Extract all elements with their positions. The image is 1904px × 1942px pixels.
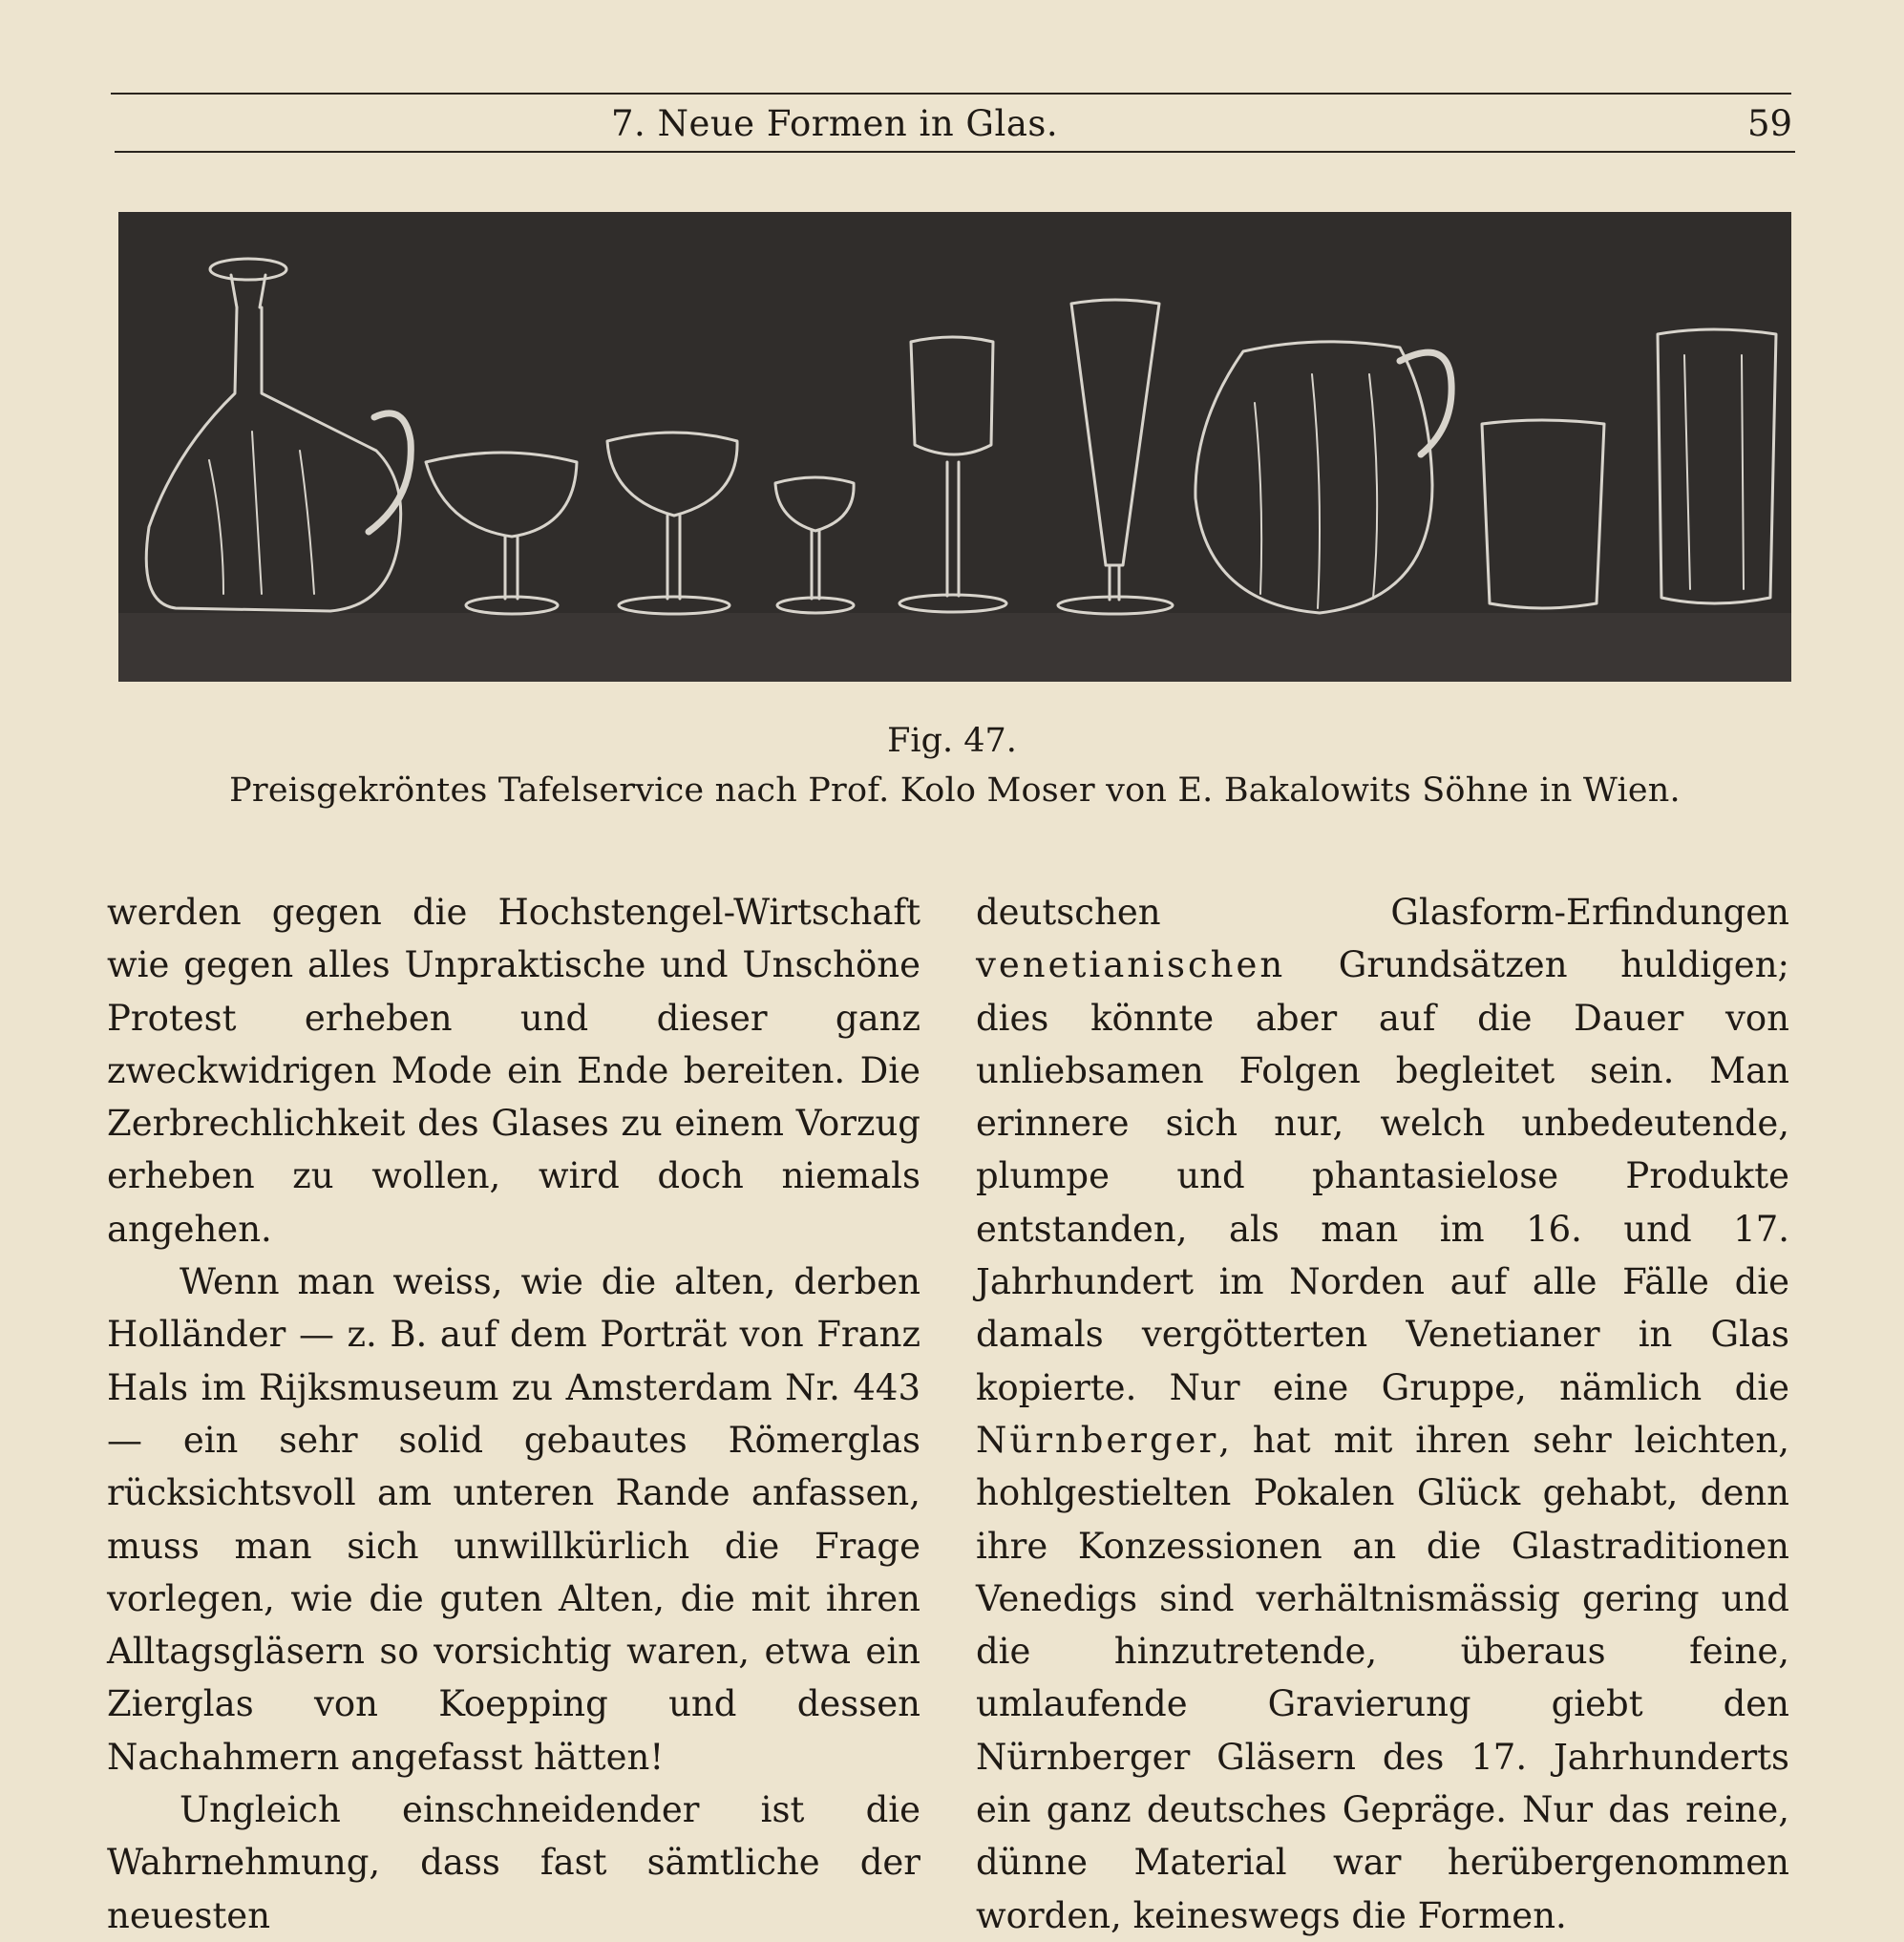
figure-photo-glass-service [118,212,1791,682]
emphasis-spaced: venetianischen [976,944,1286,986]
paragraph: werden gegen die Hochstengel-Wirtschaft wie gegen alles Unpraktische und Unschöne Protest erheben und dieser ganz zweckwidrigen Mode ein Ende bereiten. Die Zerbrechlichkeit des Glases zu einem Vorzug erheben zu wollen, wird doch niemals angehen. [107,892,920,1250]
glassware-photo [118,212,1791,682]
figure-label: Fig. 47. [887,722,1017,760]
running-header-title: 7. Neue Formen in Glas. [611,103,1059,144]
header-bottom-rule [115,151,1795,153]
paragraph: Ungleich einschneidender ist die Wahrnehmung, dass fast sämtliche der neuesten [107,1789,920,1936]
page-number: 59 [1747,103,1793,144]
text-run: , hat mit ihren sehr leichten, hohlgestielten Pokalen Glück gehabt, denn ihre Konzessionen an die Glastraditionen Venedigs sind verhältnismässig gering und die hinzutretende, überaus feine, umlaufende Gravierung giebt den Nürnberger Gläsern des 17. Jahrhunderts ein ganz deutsches Gepräge. Nur das reine, dünne Material war herübergenommen worden, keineswegs die Formen. [976,1419,1789,1936]
text-run: Grundsätzen huldigen; dies könnte aber auf die Dauer von unliebsamen Folgen begleitet sein. Man erinnere sich nur, welch unbedeutende, plumpe und phantasielose Produkte entstanden, als man im 16. und 17. Jahrhundert im Norden auf alle Fälle die damals vergötterten Venetianer in Glas kopierte. Nur eine Gruppe, nämlich die [976,944,1789,1408]
paragraph [976,886,1789,1942]
text-column-left [107,886,920,1942]
text-run: deutschen Glasform-Erfindungen [976,892,1789,933]
paragraph: Wenn man weiss, wie die alten, derben Holländer — z. B. auf dem Porträt von Franz Hals im Rijksmuseum zu Amsterdam Nr. 443 — ein sehr solid gebautes Römerglas rücksichtsvoll am unteren Rande anfassen, muss man sich unwillkürlich die Frage vorlegen, wie die guten Alten, die mit ihren Alltagsgläsern so vorsichtig waren, etwa ein Zierglas von Koepping und dessen Nachahmern angefasst hätten! [107,1261,920,1778]
text-column-right [976,886,1789,1942]
emphasis-spaced: Nürnberger [976,1419,1219,1461]
figure-caption: Preisgekröntes Tafelservice nach Prof. Kolo Moser von E. Bakalowits Söhne in Wien. [229,771,1681,810]
header-top-rule [111,93,1791,95]
